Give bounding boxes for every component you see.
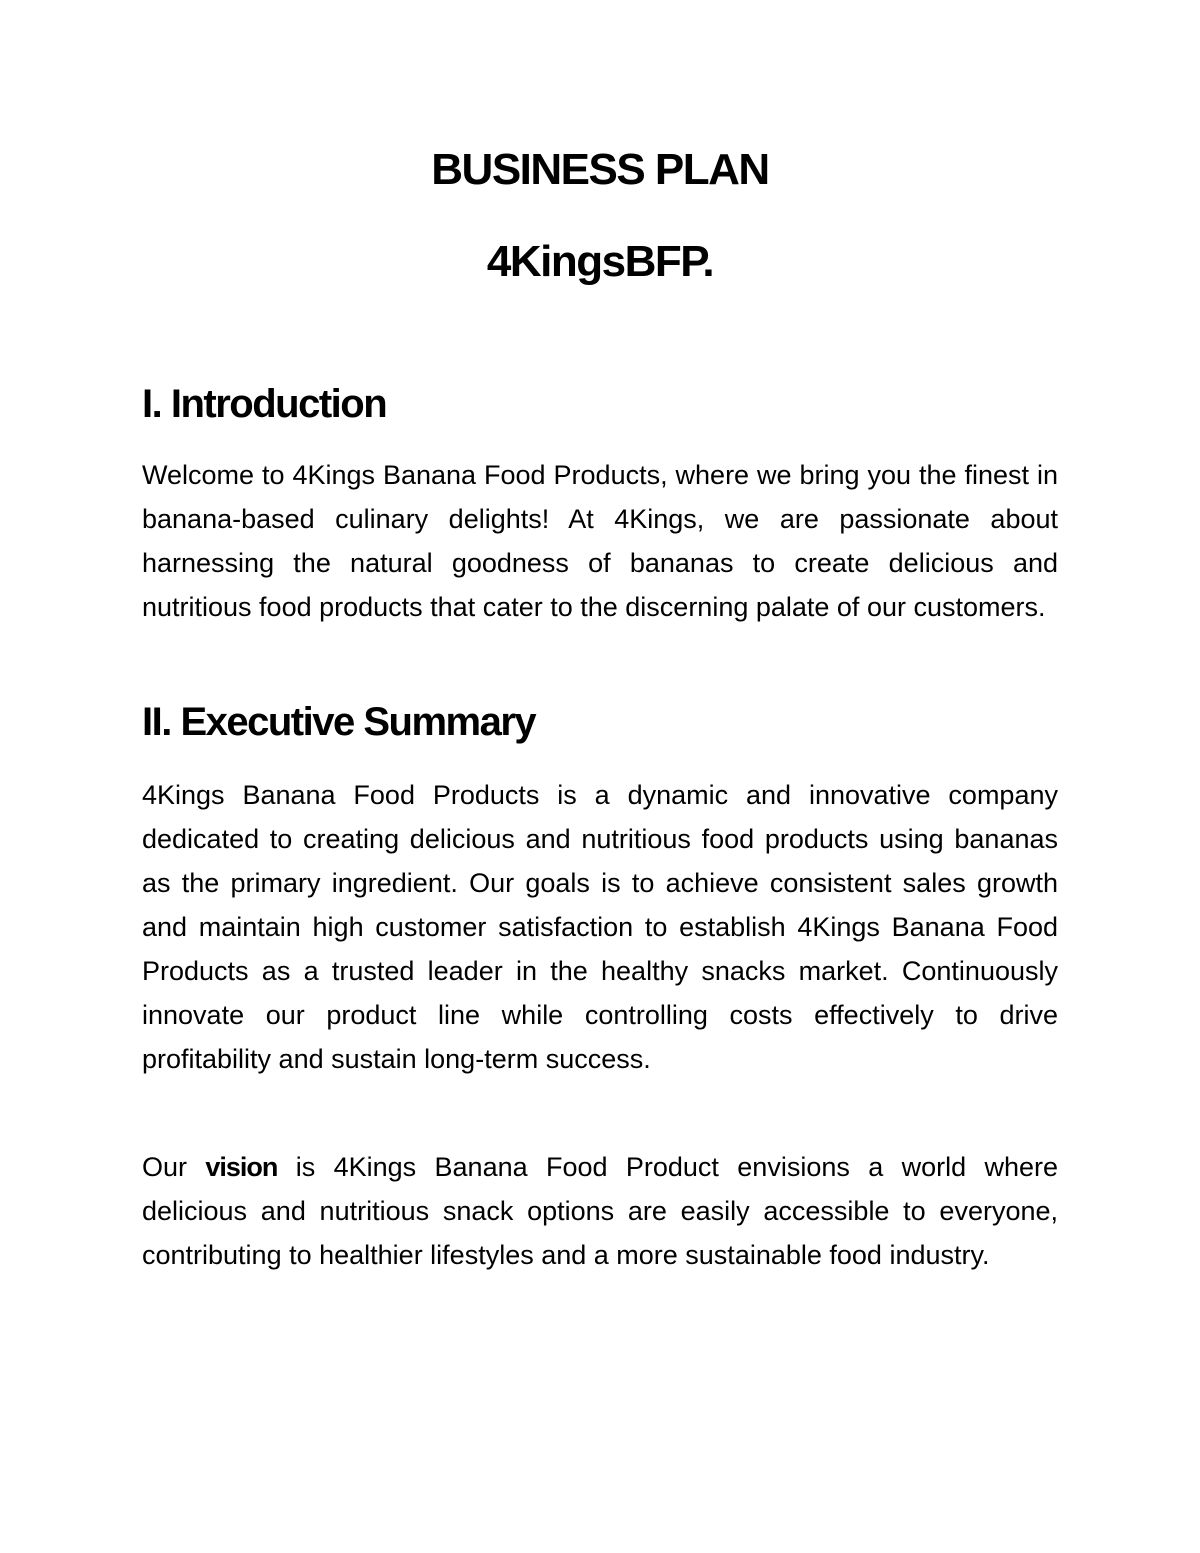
vision-keyword: vision xyxy=(205,1152,278,1182)
section-heading-executive-summary: II. Executive Summary xyxy=(142,700,536,744)
vision-paragraph xyxy=(142,1145,1058,1277)
vision-prefix-text: Our xyxy=(142,1152,206,1182)
section-heading-introduction: I. Introduction xyxy=(142,382,387,426)
introduction-paragraph: Welcome to 4Kings Banana Food Products, where we bring you the finest in banana-based culinary delights! At 4Kings, we are passionate about harnessing the natural goodness of bananas to create delicious and nutritious food products that cater to the discerning palate of our customers. xyxy=(142,460,1058,622)
document-body xyxy=(142,0,1058,1553)
document-subtitle: 4KingsBFP. xyxy=(486,237,714,286)
document-title: BUSINESS PLAN xyxy=(431,145,769,194)
vision-rest-text: is 4Kings Banana Food Product envisions a world where delicious and nutritious snack options are easily accessible to everyone, contributing to healthier lifestyles and a more sustainable food industry. xyxy=(142,1152,1058,1270)
executive-summary-paragraph: 4Kings Banana Food Products is a dynamic and innovative company dedicated to creating delicious and nutritious food products using bananas as the primary ingredient. Our goals is to achieve consistent sales growth and maintain high customer satisfaction to establish 4Kings Banana Food Products as a trusted leader in the healthy snacks market. Continuously innovate our product line while controlling costs effectively to drive profitability and sustain long-term success. xyxy=(142,780,1058,1074)
